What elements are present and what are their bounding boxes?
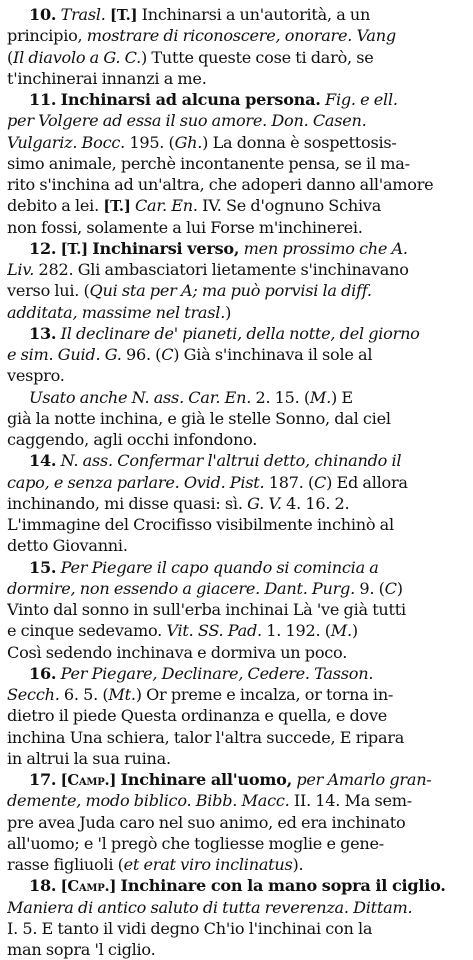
text-segment: ) E xyxy=(331,387,353,407)
text-segment: inchinando, mi disse quasi: sì. xyxy=(7,493,248,513)
italic-text: Fig. e ell. xyxy=(325,90,398,109)
text-segment: inchina Una schiera, talor l'altra succede, E ripara xyxy=(7,727,405,747)
italic-text: Gh. xyxy=(174,132,203,152)
text-segment: II. 14. Ma sem- xyxy=(289,791,412,811)
italic-text: M. xyxy=(330,621,352,641)
entry-line xyxy=(7,323,467,344)
italic-text: Mt. xyxy=(108,685,136,704)
italic-text: et erat viro inclinatus xyxy=(123,855,293,874)
entry-line xyxy=(7,450,467,471)
text-segment: 4. 16. 2. xyxy=(281,493,350,513)
dictionary-entry xyxy=(7,238,467,323)
entry-line xyxy=(7,68,467,89)
italic-text: Maniera di antico saluto di tutta reverenza. Dittam. xyxy=(7,897,413,917)
text-segment: dietro il piede Questa ordinanza e quella, e dove xyxy=(7,706,388,726)
text-segment: ) Già s'inchinava il sole al xyxy=(173,345,373,364)
text-segment: Così sedendo inchinava e dormiva un poco. xyxy=(7,642,348,662)
italic-text: M. xyxy=(309,387,332,407)
headword: Inchinarsi ad alcuna persona. xyxy=(60,90,321,109)
text-segment: ). xyxy=(292,855,304,874)
entry-number: 15. xyxy=(29,557,57,577)
entry-line xyxy=(7,110,467,131)
entry-line xyxy=(7,132,467,153)
entry-line xyxy=(7,854,467,875)
text-segment: I. 5. E tanto il vidi degno Ch'io l'inchinai con la xyxy=(7,918,373,938)
entry-line xyxy=(7,174,467,195)
text-segment: verso lui. ( xyxy=(7,281,90,301)
text-segment: 195. ( xyxy=(124,132,175,152)
dictionary-entry xyxy=(7,323,467,387)
entry-line xyxy=(7,302,467,323)
entry-line xyxy=(7,4,467,25)
entry-line xyxy=(7,217,467,238)
italic-text: Il diavolo a G. C. xyxy=(13,47,142,67)
dictionary-entry xyxy=(7,875,467,960)
entry-line xyxy=(7,918,467,939)
entry-line xyxy=(7,365,467,386)
text-segment: ) Ed allora xyxy=(326,472,408,492)
text-segment: simo animale, perchè incontanente pensa, se il ma- xyxy=(7,153,410,173)
text-segment: L'immagine del Crocifisso visibilmente inchinò al xyxy=(7,515,394,534)
entry-line xyxy=(7,429,467,450)
entry-line xyxy=(7,790,467,811)
italic-text: e sim. Guid. G. xyxy=(7,345,122,364)
entry-line xyxy=(7,238,467,259)
entry-line xyxy=(7,663,467,684)
text-segment: principio, xyxy=(7,26,87,46)
entry-line xyxy=(7,812,467,833)
dictionary-entry xyxy=(7,557,467,663)
text-segment: 2. 15. ( xyxy=(251,387,310,407)
text-segment: e cinque sedevamo. xyxy=(7,621,167,641)
italic-text: Car. En. xyxy=(134,196,198,216)
entry-line xyxy=(7,259,467,280)
italic-text: N. ass. Confermar l'altrui detto, chinando il xyxy=(60,451,402,471)
text-segment: 96. ( xyxy=(121,345,162,364)
entry-line xyxy=(7,195,467,216)
text-segment: non fossi, solamente a lui Forse m'inchinerei. xyxy=(7,217,363,237)
entry-line xyxy=(7,387,467,408)
entry-line xyxy=(7,684,467,705)
text-segment: all'uomo; e 'l pregò che togliesse moglie e gene- xyxy=(7,833,384,853)
entry-line xyxy=(7,514,467,535)
italic-text: Liv. xyxy=(7,260,35,279)
text-segment: debito a lei. xyxy=(7,196,104,216)
headword: Inchinarsi verso, xyxy=(92,238,240,258)
dictionary-entry xyxy=(7,4,467,89)
italic-text: mostrare di riconoscere, onorare. Vang xyxy=(86,26,396,46)
entry-line xyxy=(7,25,467,46)
italic-text: Secch. xyxy=(7,685,60,704)
italic-text: per Volgere ad essa il suo amore. Don. Casen. xyxy=(7,111,367,131)
entry-line xyxy=(7,748,467,769)
entry-line xyxy=(7,897,467,918)
entry-number: 17. xyxy=(29,770,57,789)
italic-text: additata, massime nel trasl. xyxy=(7,302,226,322)
entry-number: 12. xyxy=(29,238,57,258)
entry-number: 14. xyxy=(29,451,57,471)
headword: Inchinare all'uomo, xyxy=(120,770,292,789)
italic-text: capo, e senza parlare. Ovid. Pist. xyxy=(7,472,265,492)
source-tag: [Camp.] xyxy=(60,772,117,789)
entry-line xyxy=(7,620,467,641)
entry-number: 10. xyxy=(29,5,57,24)
entry-line xyxy=(7,578,467,599)
entry-line xyxy=(7,939,467,960)
dictionary-entry xyxy=(7,387,467,451)
text-segment: ) xyxy=(225,302,232,322)
italic-text: demente, modo biblico. Bibb. Macc. xyxy=(7,791,290,811)
text-segment: in altrui la sua ruina. xyxy=(7,748,171,768)
entry-line xyxy=(7,408,467,429)
entry-line xyxy=(7,153,467,174)
text-segment: ( xyxy=(7,47,14,67)
headword: Inchinare con la mano sopra il ciglio. xyxy=(120,876,446,896)
text-segment: rasse figliuoli ( xyxy=(7,855,124,874)
italic-text: Usato anche N. ass. Car. En. xyxy=(29,387,252,407)
entry-number: 13. xyxy=(29,323,57,343)
text-segment: ) xyxy=(351,621,358,641)
entry-line xyxy=(7,833,467,854)
italic-text: dormire, non essendo a giacere. Dant. Purg. xyxy=(7,578,355,598)
entry-line xyxy=(7,47,467,68)
text-segment: rito s'inchina ad un'altra, che adoperi danno all'amore xyxy=(7,175,434,194)
source-tag: [T.] xyxy=(60,240,88,258)
text-segment: 187. ( xyxy=(264,472,314,492)
italic-text: Qui sta per A; ma può porvisi la diff. xyxy=(89,281,372,301)
entry-number: 18. xyxy=(29,876,57,896)
text-segment: ) Tutte queste cose ti darò, se xyxy=(141,47,374,67)
entry-line xyxy=(7,769,467,790)
italic-text: Vit. SS. Pad. xyxy=(166,621,262,641)
text-segment: t'inchinerai innanzi a me. xyxy=(7,68,207,88)
dictionary-entry xyxy=(7,89,467,238)
source-tag: [Camp.] xyxy=(60,878,117,896)
text-segment: 1. 192. ( xyxy=(261,621,331,641)
italic-text: C xyxy=(161,345,174,364)
italic-text: Il declinare de' pianeti, della notte, del giorno xyxy=(60,323,420,343)
text-segment: ) xyxy=(396,578,403,598)
entry-line xyxy=(7,599,467,620)
italic-text: Per Piegare, Declinare, Cedere. Tasson. xyxy=(60,663,374,683)
text-segment: pre avea Juda caro nel suo animo, ed era inchinato xyxy=(7,812,406,832)
text-segment: ) Or preme e incalza, or torna in- xyxy=(135,685,394,704)
entry-line xyxy=(7,493,467,514)
text-segment: ) La donna è sospettosis- xyxy=(202,132,397,152)
text-segment: Vinto dal sonno in sull'erba inchinai Là 've già tutti xyxy=(7,600,406,619)
text-segment: 9. ( xyxy=(354,578,385,598)
dictionary-entry xyxy=(7,769,467,875)
italic-text: Vulgariz. Bocc. xyxy=(7,132,125,152)
entry-number: 11. xyxy=(29,90,57,109)
text-segment: IV. Se d'ognuno Schiva xyxy=(197,196,382,216)
dictionary-entry xyxy=(7,663,467,769)
source-tag: [T.] xyxy=(110,7,138,24)
entry-line xyxy=(7,875,467,896)
entry-line xyxy=(7,727,467,748)
source-tag: [T.] xyxy=(103,198,131,216)
entry-line xyxy=(7,344,467,365)
text-segment: man sopra 'l ciglio. xyxy=(7,940,156,959)
dictionary-entry xyxy=(7,450,467,556)
entry-line xyxy=(7,642,467,663)
text-segment: vespro. xyxy=(7,366,65,386)
italic-text: per Amarlo gran- xyxy=(296,770,432,789)
entry-line xyxy=(7,89,467,110)
italic-text: Trasl. xyxy=(60,5,106,24)
entry-line xyxy=(7,535,467,556)
text-segment: caggendo, agli occhi infondono. xyxy=(7,430,258,449)
text-segment: detto Giovanni. xyxy=(7,536,128,556)
entry-line xyxy=(7,280,467,301)
entry-number: 16. xyxy=(29,663,57,683)
italic-text: G. V. xyxy=(247,493,282,513)
entry-line xyxy=(7,557,467,578)
italic-text: C xyxy=(314,472,327,492)
text-segment: 282. Gli ambasciatori lietamente s'inchinavano xyxy=(34,260,409,279)
text-segment: 6. 5. ( xyxy=(59,685,109,704)
entry-line xyxy=(7,472,467,493)
text-segment: Inchinarsi a un'autorità, a un xyxy=(137,5,371,24)
italic-text: men prossimo che A. xyxy=(243,238,408,258)
text-segment: già la notte inchina, e già le stelle Sonno, dal ciel xyxy=(7,408,391,428)
italic-text: C xyxy=(384,578,397,598)
entry-line xyxy=(7,705,467,726)
italic-text: Per Piegare il capo quando si comincia a xyxy=(60,557,379,577)
